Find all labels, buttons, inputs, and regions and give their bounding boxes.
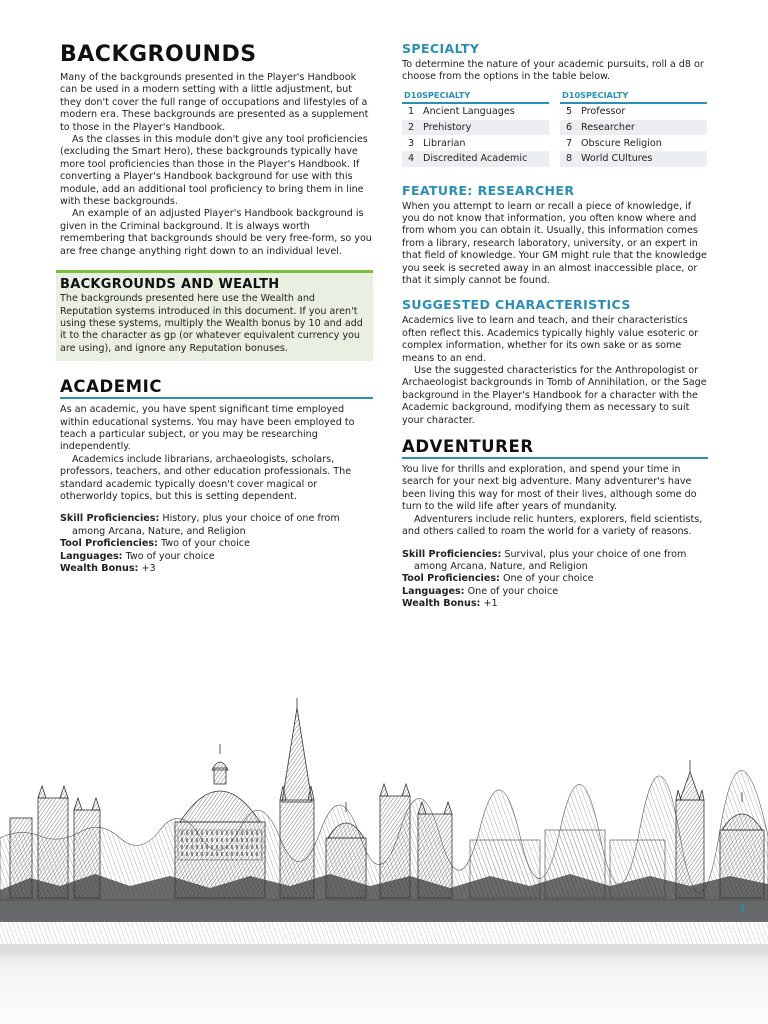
stat-value: +3 [141,563,156,574]
adventurer-languages [402,586,708,598]
adventurer-skill-proficiencies [402,549,708,574]
table-header [402,90,549,104]
stat-label: Skill Proficiencies: [60,513,160,525]
table-row [402,104,549,120]
row-number: 3 [408,137,415,149]
stat-value: Survival, plus your choice of one from [504,548,687,560]
feature-heading: FEATURE: RESEARCHER [402,182,575,198]
row-value: Prehistory [423,121,472,133]
characteristics-paragraph-2: Use the suggested characteristics for the Anthropologist or Archaeologist backgrounds in Tomb of Annihilation, or the Sage background in the Player's Handbook for a character with the Academic background, modifying them as necessary to suit your character. [402,365,707,426]
table-row [402,120,549,136]
stat-value-continued: among Arcana, Nature, and Religion [72,525,246,537]
row-number: 6 [566,121,573,133]
characteristics-heading: SUGGESTED CHARACTERISTICS [402,297,631,313]
stat-label: Tool Proficiencies: [402,573,500,585]
table-row [402,151,549,167]
academic-paragraph-2: Academics include librarians, archaeologists, scholars, professors, teachers, and other education professionals. The standard academic typically doesn't cover magical or otherworldy topics, but this is setting dependent. [60,453,352,502]
academic-heading: ACADEMIC [60,377,373,399]
row-value: Researcher [581,121,635,133]
row-number: 4 [408,153,415,165]
row-value: Professor [581,106,626,118]
stat-value: Two of your choice [125,550,215,562]
feature-text: When you attempt to learn or recall a piece of knowledge, if you do not know that information, you often know where and from whom you can obtain it. Usually, this information comes from a library, research laboratory, university, or an expert in that field of knowledge. Your GM might rule that the knowledge you seek is secreted away in an almost inaccessible place, or that it simply cannot be found. [402,200,707,286]
wealth-sidebar [56,270,373,361]
table-row [560,120,707,136]
stat-label: Languages: [402,585,465,597]
adventurer-paragraph-2: Adventurers include relic hunters, explorers, field scientists, and others called to roam the world for a variety of reasons. [402,513,703,538]
table-header-specialty: SPECIALTY [422,89,471,100]
backgrounds-paragraph-2: As the classes in this module don't give any tool proficiencies (excluding the Smart Hero), these backgrounds typically have more tool proficiencies than those in the Player's Handbook. If converting a Player's Handbook background for use with this module, add an additional tool proficiency to bring them in line with these backgrounds. [60,134,368,208]
row-number: 5 [566,106,573,118]
specialty-heading: SPECIALTY [402,41,480,56]
stat-value: One of your choice [467,585,559,597]
backgrounds-paragraph-1: Many of the backgrounds presented in the Player's Handbook can be used in a modern setting with a little adjustment, but they don't cover the full range of occupations and lifestyles of a modern era. These backgrounds are presented as a supplement to those in the Player's Handbook. [60,72,369,133]
specialty-table-right [560,90,707,167]
specialty-text: To determine the nature of your academic pursuits, roll a d8 or choose from the options in the table below. [402,59,704,83]
stat-label: Wealth Bonus: [402,598,481,610]
backgrounds-title: BACKGROUNDS [60,42,257,67]
stat-label: Languages: [60,550,123,562]
stat-value-continued: among Arcana, Nature, and Religion [414,560,588,572]
stat-value: One of your choice [502,573,594,585]
table-header [560,90,707,104]
adventurer-paragraph-1: You live for thrills and exploration, and spend your time in search for your next big adventure. Many adventurer's have been living this way for most of their lives, although some do turn to the wild life after years of mundanity. [402,464,697,513]
stat-value: +1 [483,598,498,610]
table-row [402,135,549,151]
specialty-table [402,90,708,167]
sidebar-title: BACKGROUNDS AND WEALTH [60,277,280,293]
table-header-specialty: SPECIALTY [580,89,629,100]
academic-skill-proficiencies [60,513,373,538]
table-header-die: D10 [562,89,581,100]
characteristics-paragraph-1: Academics live to learn and teach, and their characteristics often reflect this. Academics typically highly value esoteric or complex information, whether for its own sake or as some means to an end. [402,315,699,364]
academic-tool-proficiencies [60,538,373,550]
stat-label: Tool Proficiencies: [60,538,158,550]
table-row [560,104,707,120]
stat-label: Skill Proficiencies: [402,548,502,560]
adventurer-tool-proficiencies [402,573,708,585]
academic-paragraph-1: As an academic, you have spent significant time employed within educational systems. You may have been employed to teach a particular subject, or you may be researching independently. [60,404,355,453]
table-header-die: D10 [404,89,423,100]
row-value: Librarian [423,137,466,149]
right-column [402,40,708,611]
table-row [560,151,707,167]
page-number: 1 [739,904,746,914]
left-column [60,40,373,575]
backgrounds-paragraph-3: An example of an adjusted Player's Handbook background is given in the Criminal background. It is always worth remembering that backgrounds should be very free-form, so you are free change anything right down to an individual level. [60,208,372,257]
sidebar-text: The backgrounds presented here use the Wealth and Reputation systems introduced in this document. If you aren't using these systems, multiply the Wealth bonus by 10 and add it to the character as gp (or whatever equivalent currency you are using), and ignore any Reputation bonuses. [60,293,363,354]
table-row [560,135,707,151]
page-bottom-shadow [0,948,768,1024]
city-skyline-illustration [0,690,768,960]
row-number: 7 [566,137,573,149]
stat-value: Two of your choice [160,538,250,550]
adventurer-wealth-bonus [402,598,708,610]
row-value: Obscure Religion [581,137,662,149]
row-number: 1 [408,106,415,118]
specialty-table-left [402,90,549,167]
row-value: Ancient Languages [423,106,515,118]
academic-wealth-bonus [60,563,373,575]
academic-languages [60,551,373,563]
stat-value: History, plus your choice of one from [162,513,340,525]
stat-label: Wealth Bonus: [60,563,139,574]
row-value: World CUltures [581,153,653,165]
row-value: Discredited Academic [423,153,528,165]
row-number: 2 [408,121,415,133]
adventurer-heading: ADVENTURER [402,437,708,459]
row-number: 8 [566,153,573,165]
